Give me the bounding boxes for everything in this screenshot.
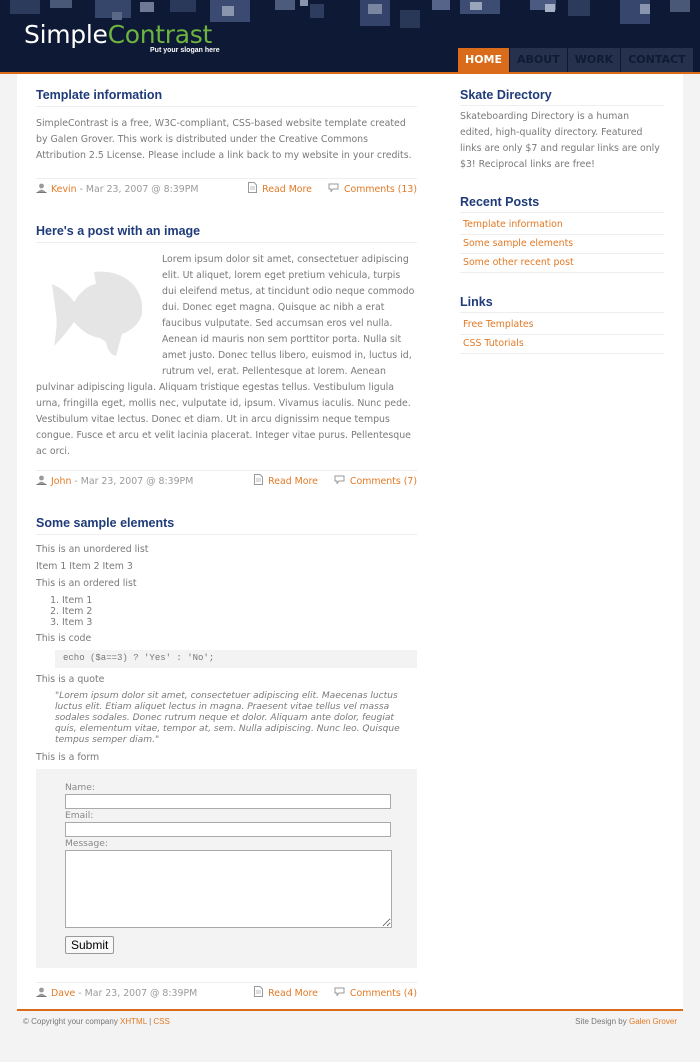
post-sample-elements [36,516,417,1000]
footer-copyright [23,1017,170,1026]
post-date: - Mar 23, 2007 @ 8:39PM [74,475,194,487]
fish-image [44,262,152,362]
post-template-information [36,88,417,196]
comments-link[interactable]: Comments (7) [349,475,417,487]
post-meta [36,178,417,196]
code-label: This is code [36,633,92,644]
sidebar-link-free-templates[interactable]: Free Templates [463,319,534,330]
comments-link[interactable]: Comments (13) [343,183,417,195]
read-more-link[interactable]: Read More [268,475,318,487]
links-block [460,295,664,354]
read-more-link[interactable]: Read More [268,987,318,999]
post-meta [36,982,417,1000]
document-icon [254,986,263,1000]
post-author-link[interactable]: Kevin [51,183,77,195]
recent-post-link[interactable]: Template information [463,219,563,230]
sidebar [460,88,664,376]
ordered-list-label: This is an ordered list [36,578,137,589]
blockquote: "Lorem ipsum dolor sit amet, consectetuer adipiscing elit. Maecenas luctus luctus elit. Etiam aliquet lectus in magna. Praesent vitae tellus vel massa sodales sodales. Donec rutrum neque et dolor. Aliquam ante dolor, feugiat quis, elementum vitae, tempor at, sem. Nulla adipiscing. Nunc leo. Quisque tempus semper diam." [55,691,400,745]
email-field[interactable] [65,822,391,837]
skate-directory-block [460,88,664,173]
contact-form [36,769,417,968]
unordered-list-label: This is an unordered list [36,544,149,555]
unordered-list: Item 1 Item 2 Item 3 [36,561,133,572]
post-author-link[interactable]: John [51,475,72,487]
nav-home[interactable]: HOME [458,48,509,72]
post-title[interactable]: Some sample elements [36,516,417,535]
user-icon [36,987,47,1000]
site-logo[interactable] [24,20,212,50]
design-by-text: Site Design by [575,1017,629,1026]
speech-bubble-icon [328,183,339,195]
email-label: Email: [65,811,94,821]
designer-link[interactable]: Galen Grover [628,1017,677,1026]
sidebar-heading: Recent Posts [460,195,664,213]
recent-post-link[interactable]: Some other recent post [463,257,574,268]
list-item: 1. Item 1 [62,595,417,606]
recent-post-link[interactable]: Some sample elements [463,238,574,249]
post-meta [36,470,417,488]
sidebar-heading: Links [460,295,664,313]
nav-contact[interactable]: CONTACT [621,48,692,72]
speech-bubble-icon [334,475,345,487]
name-label: Name: [65,783,95,793]
post-title[interactable]: Here's a post with an image [36,224,417,243]
logo-text-contrast: Contrast [107,20,213,49]
post-date: - Mar 23, 2007 @ 8:39PM [78,987,198,999]
sidebar-link-css-tutorials[interactable]: CSS Tutorials [463,338,524,349]
footer-divider [17,1009,683,1011]
nav-work[interactable]: WORK [568,48,620,72]
message-label: Message: [65,839,108,849]
message-textarea[interactable] [65,850,392,928]
name-field[interactable] [65,794,391,809]
read-more-link[interactable]: Read More [262,183,312,195]
page-content [17,74,683,1010]
post-body: SimpleContrast is a free, W3C-compliant, CSS-based website template created by Galen Grover. This work is distributed under the Creative Commons Attribution 2.5 License. Please include a link back to my website in your credits. [36,118,412,161]
nav-about[interactable]: ABOUT [510,48,567,72]
document-icon [254,474,263,488]
post-body [36,252,417,460]
post-title[interactable]: Template information [36,88,417,107]
speech-bubble-icon [334,987,345,999]
logo-text-simple: Simple [24,20,108,49]
user-icon [36,475,47,488]
copyright-text: © Copyright your company [23,1017,121,1026]
links-list [460,316,664,354]
comments-link[interactable]: Comments (4) [349,987,417,999]
post-author-link[interactable]: Dave [51,987,76,999]
site-header [0,0,700,74]
main-column [36,88,417,1028]
user-icon [36,183,47,196]
list-item: 2. Item 2 [62,606,417,617]
css-link[interactable]: CSS [153,1017,170,1026]
submit-button[interactable]: Submit [65,936,114,954]
recent-posts-list [460,216,664,273]
sidebar-heading: Skate Directory [460,88,664,106]
form-label: This is a form [36,752,100,763]
site-slogan: Put your slogan here [150,47,220,54]
quote-label: This is a quote [36,674,105,685]
footer-separator: | [146,1017,154,1026]
list-item: 3. Item 3 [62,617,417,628]
ordered-list [62,595,417,628]
code-block: echo ($a==3) ? 'Yes' : 'No'; [55,650,417,668]
recent-posts-block [460,195,664,273]
footer-credit [575,1017,677,1026]
post-date: - Mar 23, 2007 @ 8:39PM [79,183,199,195]
post-text: Lorem ipsum dolor sit amet, consectetuer adipiscing elit. Ut aliquet, lorem eget pretium vehicula, turpis dui eleifend metus, at tincidunt odio neque commodo dui. Donec eget magna. Quisque ac nibh a erat faucibus vulputate. Sed accumsan eros vel nulla. Aenean id mauris non sem porttitor porta. Nulla sit amet justo. Donec tellus libero, euismod in, luctus id, rutrum vel, erat. Pellentesque at lorem. Aenean pulvinar adipiscing ligula. Aliquam tristique egestas tellus. Vestibulum ligula urna, fringilla eget, mollis nec, vulputate id, ipsum. Vivamus iaculis. Nunc pede. Vestibulum vitae lectus. Donec et diam. Ut in arcu dignissim neque tempus congue. Fusce et arcu et velit lacinia placerat. Integer vitae purus. Pellentesque ac orci. [36,254,415,457]
xhtml-link[interactable]: XHTML [120,1017,147,1026]
post-with-image [36,224,417,488]
skate-directory-text: Skateboarding Directory is a human edited, high-quality directory. Featured links are only $7 and regular links are only $3! Reciprocal links are free! [460,111,660,170]
document-icon [248,182,257,196]
main-nav [458,48,694,72]
